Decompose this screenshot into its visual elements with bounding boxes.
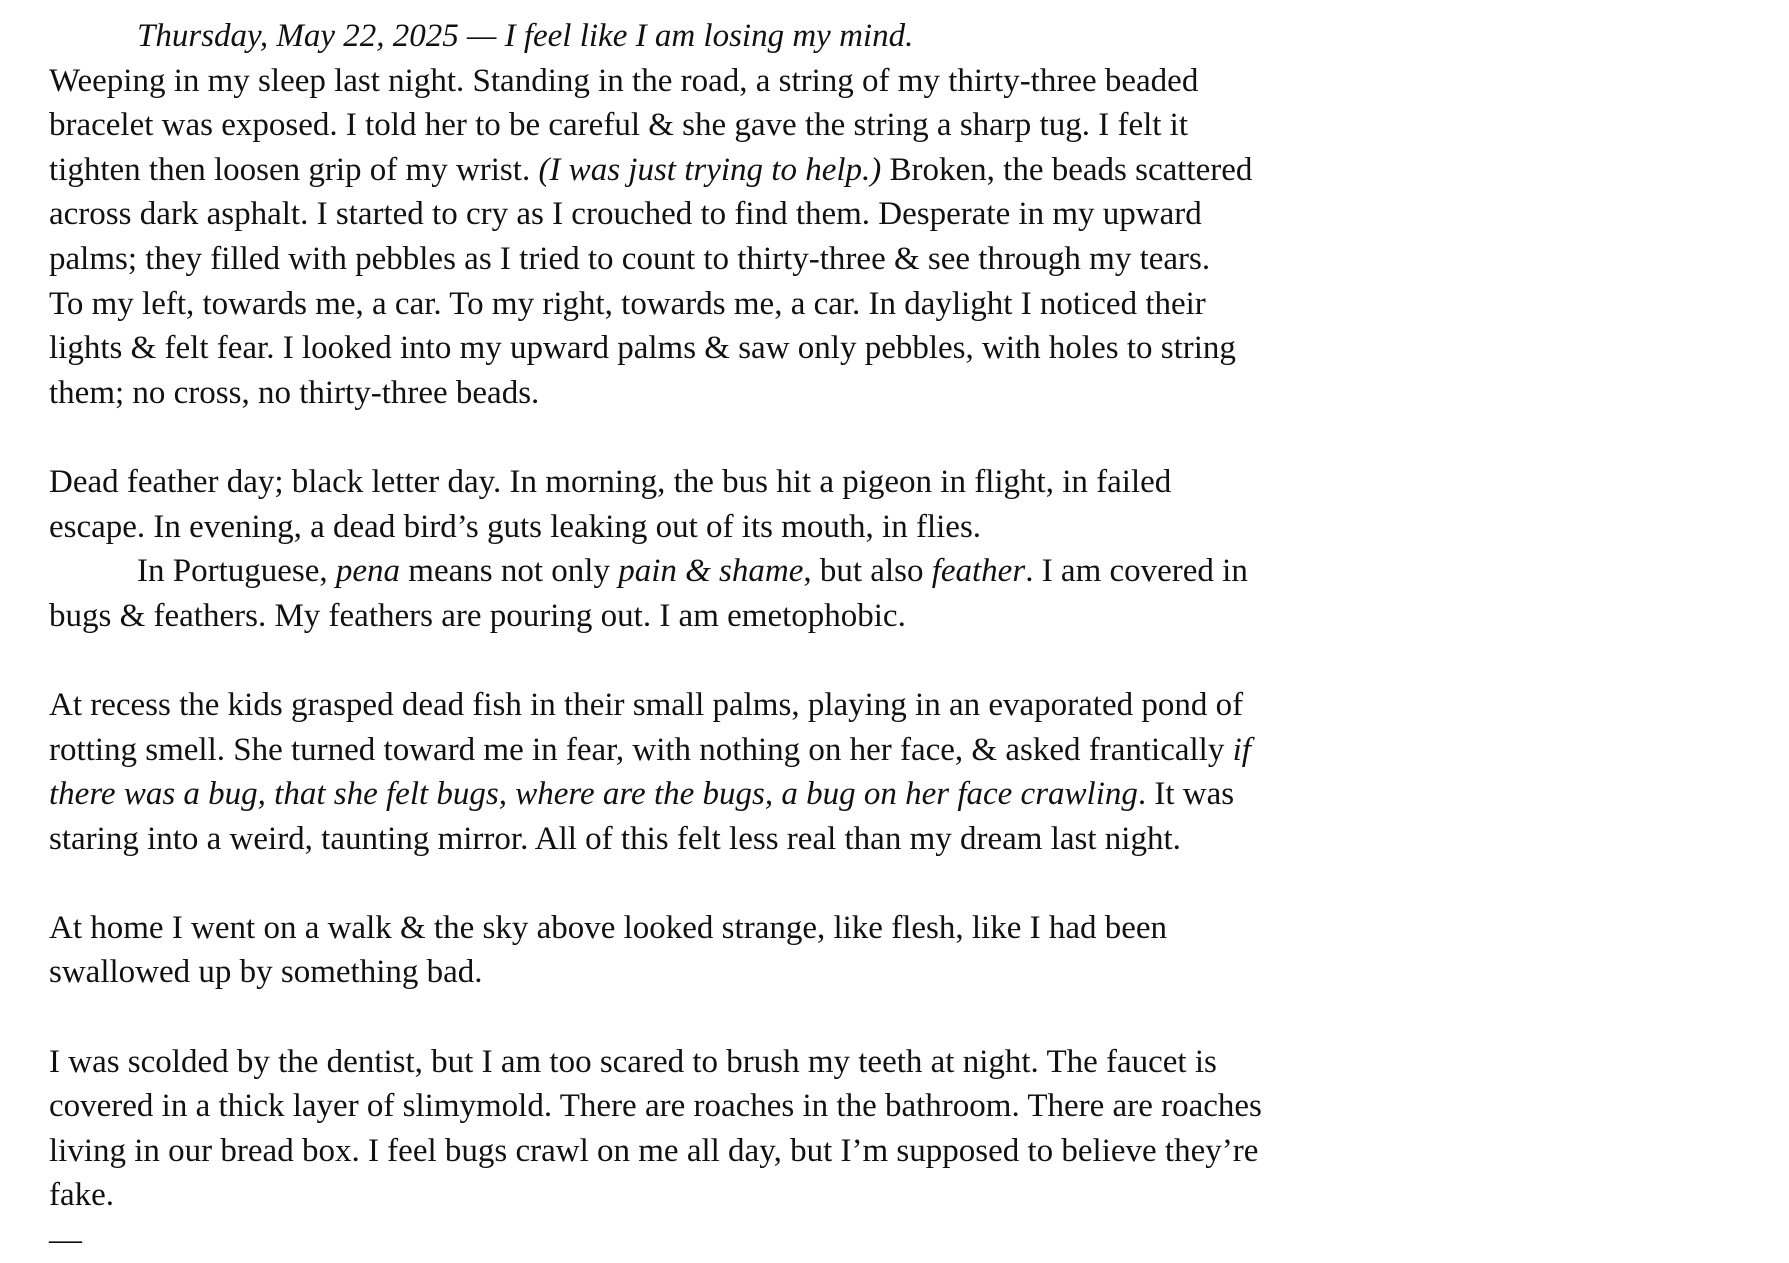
- journal-entry: [49, 14, 1309, 1263]
- text-line: lights & felt fear. I looked into my upward palms & saw only pebbles, with holes to string: [49, 330, 1236, 367]
- paragraph-gap: [49, 415, 1309, 460]
- text-line: bugs & feathers. My feathers are pouring out. I am emetophobic.: [49, 597, 906, 634]
- text-line: tighten then loosen grip of my wrist. (I was just trying to help.) Broken, the beads scattered: [49, 151, 1253, 188]
- paragraph-gap: [49, 638, 1309, 683]
- text-line: I was scolded by the dentist, but I am too scared to brush my teeth at night. The faucet is: [49, 1043, 1217, 1080]
- paragraph-dentist: [49, 1040, 1309, 1218]
- text-line: them; no cross, no thirty-three beads.: [49, 374, 540, 411]
- text-line: Weeping in my sleep last night. Standing in the road, a string of my thirty-three beaded: [49, 62, 1199, 99]
- paragraph-gap: [49, 861, 1309, 906]
- text-line: covered in a thick layer of slimymold. There are roaches in the bathroom. There are roaches: [49, 1088, 1262, 1125]
- text-line: At home I went on a walk & the sky above looked strange, like flesh, like I had been: [49, 909, 1168, 946]
- text-line: staring into a weird, taunting mirror. All of this felt less real than my dream last night.: [49, 820, 1181, 857]
- paragraph-dream: [49, 59, 1309, 416]
- text-line: escape. In evening, a dead bird’s guts leaking out of its mouth, in flies.: [49, 508, 982, 545]
- text-line: swallowed up by something bad.: [49, 954, 483, 991]
- paragraph-portuguese: [49, 549, 1309, 638]
- text-line: fake.: [49, 1177, 115, 1214]
- paragraph-walk: [49, 906, 1309, 995]
- paragraph-gap: [49, 995, 1309, 1040]
- text-line: living in our bread box. I feel bugs crawl on me all day, but I’m supposed to believe they’re: [49, 1132, 1259, 1169]
- paragraph-recess: [49, 683, 1309, 861]
- text-line: To my left, towards me, a car. To my right, towards me, a car. In daylight I noticed their: [49, 285, 1206, 322]
- paragraph-dead-feather: [49, 460, 1309, 549]
- text-line: bracelet was exposed. I told her to be careful & she gave the string a sharp tug. I felt it: [49, 107, 1189, 144]
- entry-title: Thursday, May 22, 2025 — I feel like I am losing my mind.: [137, 18, 914, 54]
- italic-aside: (I was just trying to help.): [538, 151, 882, 188]
- text-line: there was a bug, that she felt bugs, where are the bugs, a bug on her face crawling. It was: [49, 776, 1235, 813]
- text-line: In Portuguese, pena means not only pain & shame, but also feather. I am covered in: [137, 553, 1248, 590]
- text-line: across dark asphalt. I started to cry as I crouched to find them. Desperate in my upward: [49, 196, 1202, 233]
- end-mark: —: [49, 1222, 82, 1259]
- text-line: palms; they filled with pebbles as I tried to count to thirty-three & see through my tears.: [49, 240, 1211, 277]
- text-line: rotting smell. She turned toward me in fear, with nothing on her face, & asked frantically if: [49, 731, 1251, 768]
- text-line: Dead feather day; black letter day. In morning, the bus hit a pigeon in flight, in failed: [49, 463, 1172, 500]
- text-line: At recess the kids grasped dead fish in their small palms, playing in an evaporated pond of: [49, 686, 1244, 723]
